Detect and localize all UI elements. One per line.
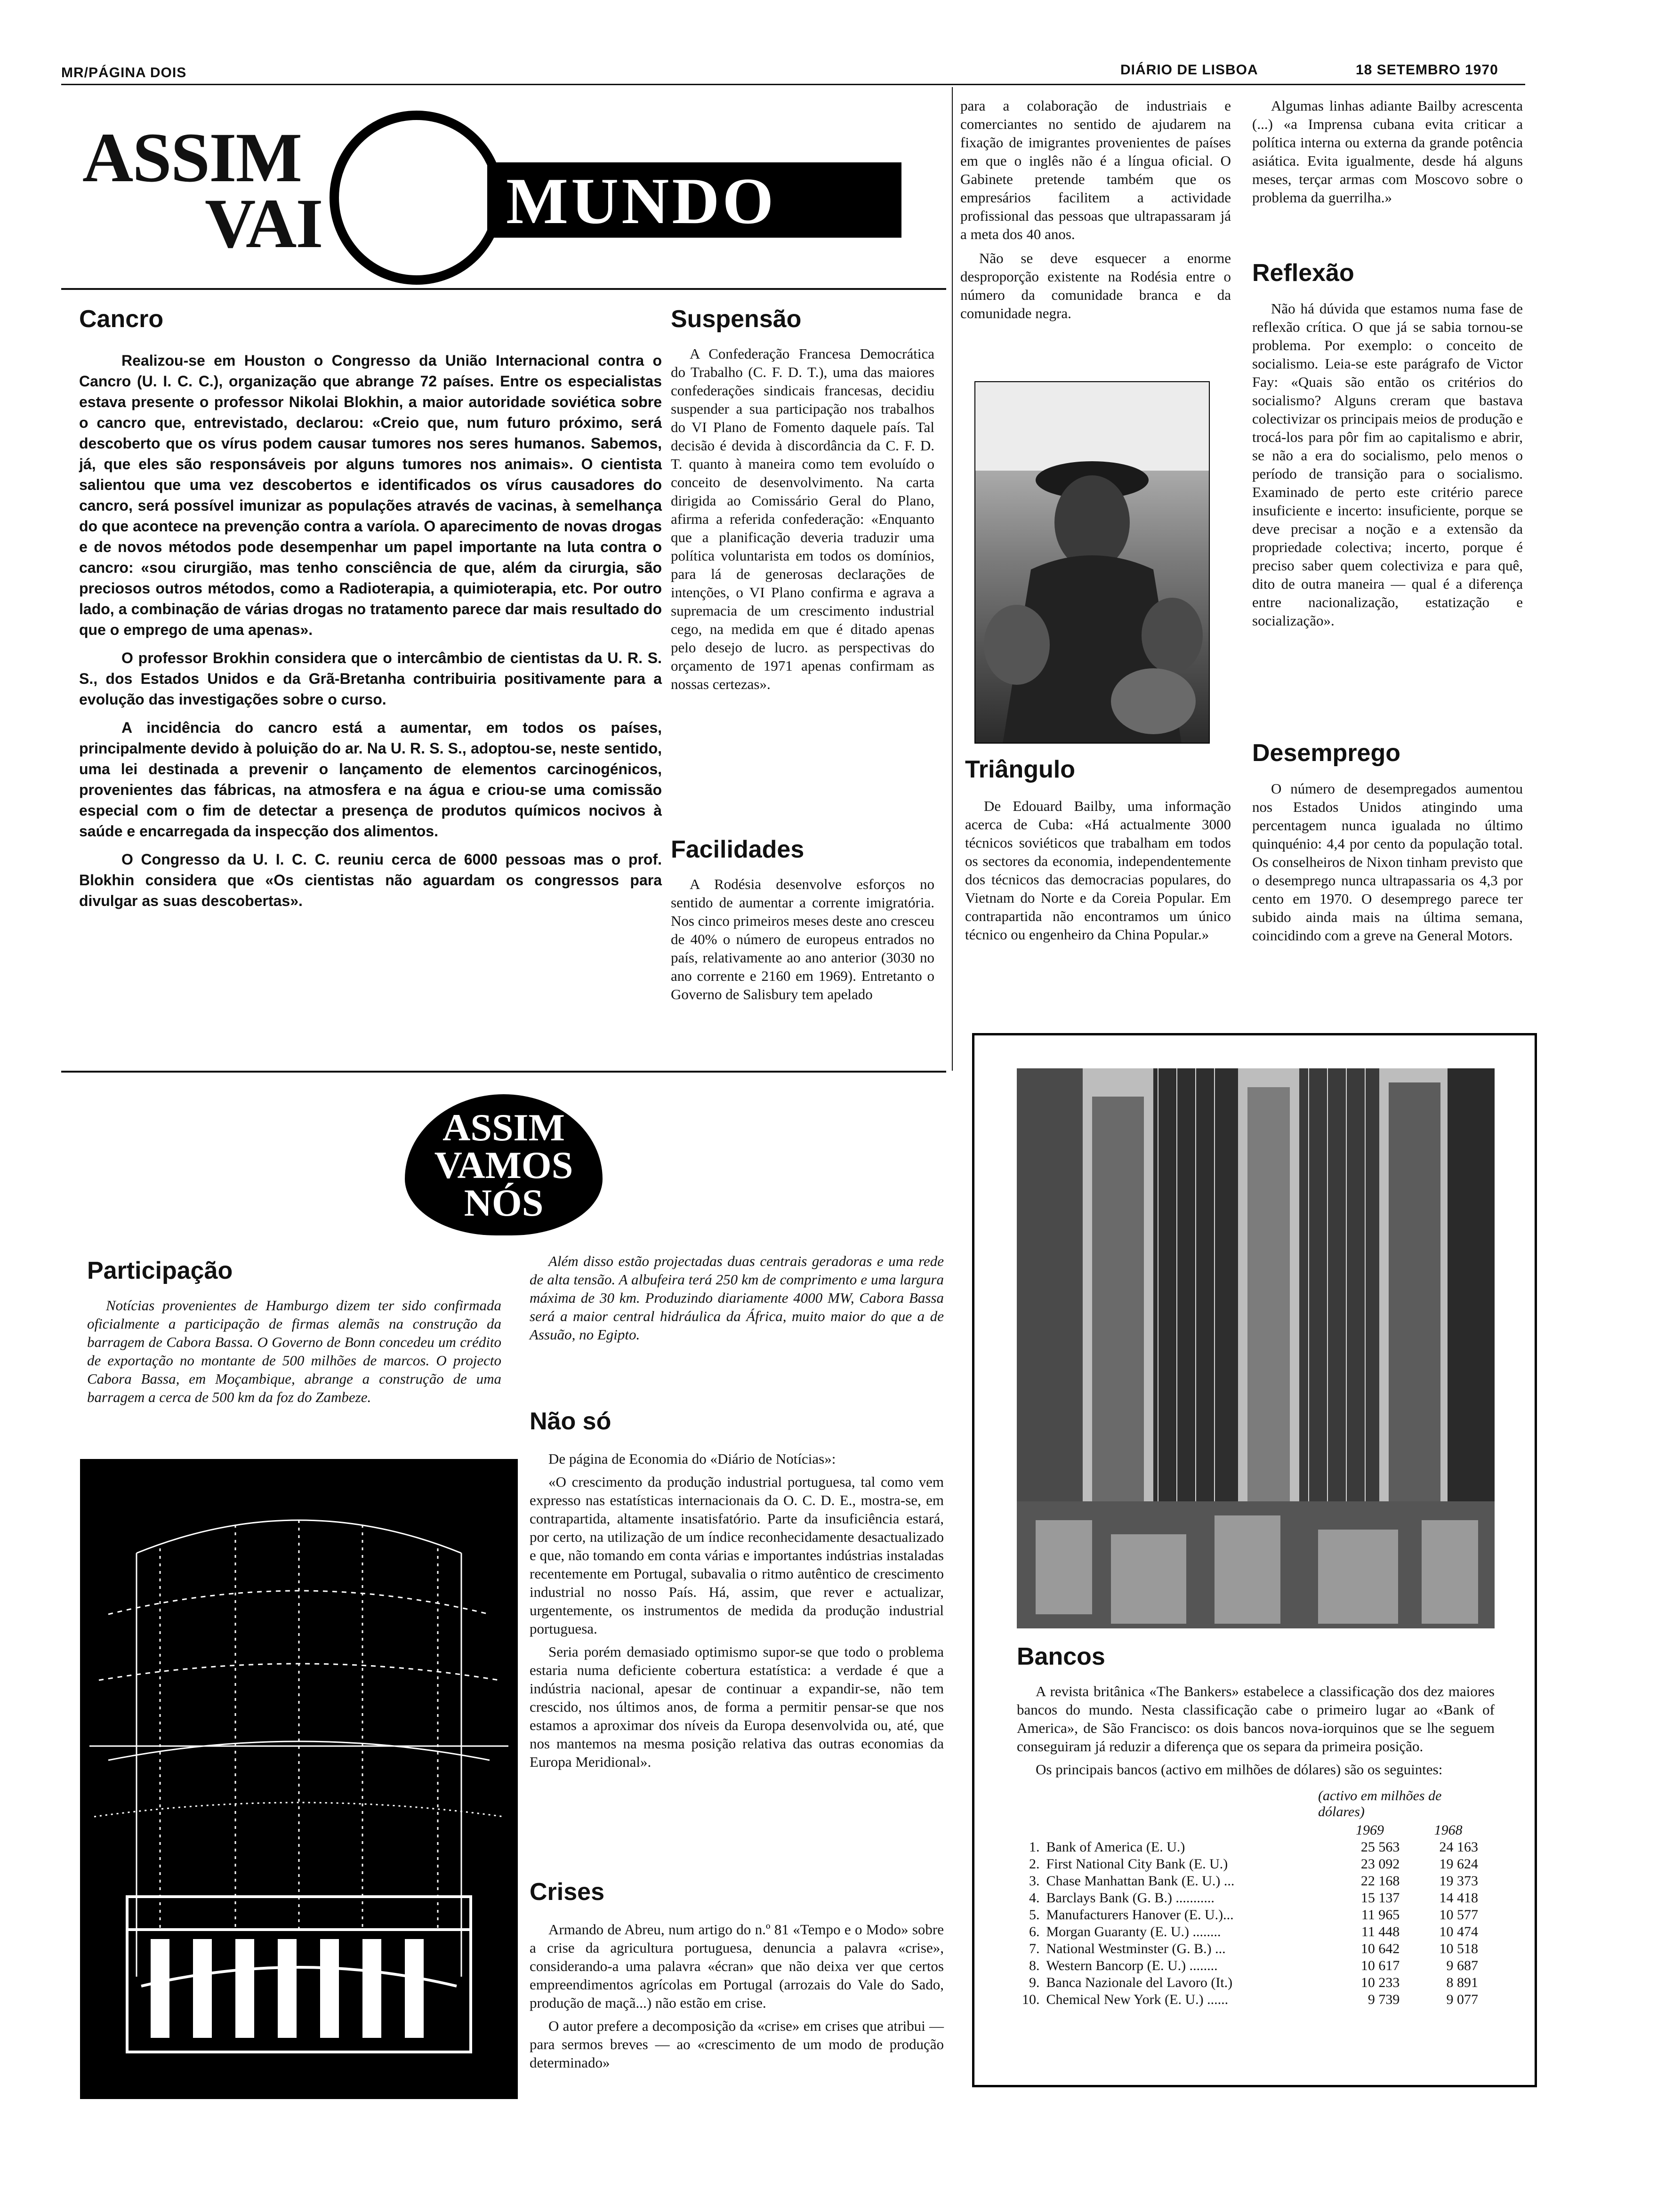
value-1969-cell: 10 642 [1360,1941,1400,1956]
article-bancos [1017,1643,1495,2008]
value-1968-cell: 8 891 [1446,1975,1478,1990]
article-continuation [960,96,1231,328]
article-title: Participação [87,1257,233,1284]
rank-cell: 1. [1029,1839,1040,1855]
rank-cell: 2. [1029,1856,1040,1872]
banks-table [1017,1822,1488,2008]
article-title: Facilidades [671,836,804,863]
article-title: Crises [530,1878,604,1906]
article-crises [530,1878,944,2076]
value-1968-cell: 19 373 [1439,1873,1478,1889]
table-row [1017,1839,1488,1856]
table-row [1017,1923,1488,1940]
article-paragraph: A Confederação Francesa Democrática do Trabalho (C. F. D. T.), uma das maiores confederações sindicais francesas, decidiu suspender a sua participação nos trabalhos do VI Plano de Fomento daquele país. Tal decisão é devida à discordância da C. F. D. T. quanto à maneira como tem evoluído o conceito de desenvolvimento. Na carta dirigida ao Comissário Geral do Plano, afirma a referida confederação: «Enquanto que a planificação deveria traduzir uma política voluntarista em todos os domínios, para lá de generosas declarações de intenções, o VI Plano confirma e agrava a supremacia de um crescimento industrial cego, na medida em que é ditado apenas pelo desejo de lucro. as perspectivas do orçamento de 1971 apenas confirmam as nossas certezas». [671,345,934,692]
rank-cell: 5. [1029,1907,1040,1923]
bank-name-cell: Morgan Guaranty (E. U.) ........ [1046,1924,1221,1940]
bank-name-cell: Bank of America (E. U.) [1046,1839,1185,1855]
article-suspensao [671,305,934,699]
article-paragraph: O número de desempregados aumentou nos Estados Unidos atingindo uma percentagem nunca igualada no último quinquénio: 4,4 por cento da população total. Os conselheiros de Nixon tinham previsto que o desemprego nunca ultrapassaria os 4,3 por cento em 1970. O desemprego parece ter subido ainda mais na última semana, coincidindo com a greve na General Motors. [1252,780,1523,944]
rank-cell: 4. [1029,1890,1040,1906]
value-1969-cell: 10 233 [1360,1975,1400,1990]
badge-line1: ASSIM [442,1106,565,1149]
rank-cell: 3. [1029,1873,1040,1889]
article-paragraph: A Rodésia desenvolve esforços no sentido de aumentar a corrente imigratória. Nos cinco primeiros meses deste ano cresceu de 40% o número de europeus entrados no país, relativamente ao ano anterior (3030 no ano corrente e 2160 em 1969). Entretanto o Governo de Salisbury tem apelado [671,876,934,1002]
article-title: Desemprego [1252,739,1400,767]
article-paragraph: Não se deve esquecer a enorme desproporção existente na Rodésia entre o número da comunidade branca e da comunidade negra. [960,250,1231,321]
badge-line2: VAMOS [434,1144,573,1186]
article-participacao [87,1257,501,1411]
value-1969-cell: 9 739 [1367,1992,1400,2007]
article-title: Não só [530,1408,611,1435]
table-row [1017,1991,1488,2008]
page-label: MR/PÁGINA DOIS [61,65,187,80]
column-divider [952,87,953,1071]
section-badge [405,1094,603,1235]
logo-circle [330,111,504,285]
article-paragraph: O autor prefere a decomposição da «crise» em crises que atribui — para sermos breves — ao «crescimento de um modo de produção determinado» [530,2018,944,2071]
upper-section-rule [61,288,946,290]
bank-name-cell: Chase Manhattan Bank (E. U.) ... [1046,1873,1235,1889]
mid-section-rule [61,1071,946,1073]
article-paragraph: De Edouard Bailby, uma informação acerca de Cuba: «Há actualmente 3000 técnicos soviéticos que trabalham em todos os sectores da economia, independentemente dos técnicos das democracias populares, do Vietnam do Norte e da Coreia Popular. Em contrapartida não encontramos um único técnico ou engenheiro da China Popular.» [965,798,1231,943]
badge-line3: NÓS [464,1181,544,1224]
article-paragraph: «O crescimento da produção industrial portuguesa, tal como vem expresso nas estatísticas internacionais da O. C. D. E., mostra-se, em contrapartida, altamente insatisfatório. Parte da insuficiência estará, por certo, na utilização de um índice reconhecidamente desactualizado e que, não tomando em conta várias e importantes indústrias instaladas recentemente em Portugal, subavalia o ritmo autêntico de crescimento industrial no nosso País. Há, assim, que rever e actualizar, urgentemente, os instrumentos de medida da produção industrial portuguesa. [530,1474,944,1637]
section-logo [82,111,901,294]
article-paragraph: Algumas linhas adiante Bailby acrescenta (...) «a Imprensa cubana evita criticar a política interna ou externa da grande potência asiática. Evita igualmente, desde há alguns meses, terçar armas com Moscovo sobre o problema da guerrilha.» [1252,97,1523,206]
value-1968-cell: 9 687 [1446,1958,1478,1973]
article-continuation [1252,96,1523,212]
article-paragraph: O Congresso da U. I. C. C. reuniu cerca de 6000 pessoas mas o prof. Blokhin considera que «Os cientistas não aguardam os congressos para divulgar as suas descobertas». [79,851,662,909]
value-1968-cell: 10 577 [1439,1907,1478,1923]
article-title: Bancos [1017,1643,1105,1670]
rank-cell: 9. [1029,1975,1040,1990]
article-paragraph: Notícias provenientes de Hamburgo dizem ter sido confirmada oficialmente a participação de firmas alemãs na construção da barragem de Cabora Bassa. O Governo de Bonn concedeu um crédito de exportação no montante de 500 milhões de marcos. O projecto Cabora Bassa, em Moçambique, abrange a construção de uma barragem a cerca de 500 km da foz do Zambeze. [87,1297,501,1405]
photo-skyscrapers [1017,1068,1495,1628]
article-intro: De página de Economia do «Diário de Notícias»: [548,1451,836,1467]
article-paragraph: Armando de Abreu, num artigo do n.º 81 «Tempo e o Modo» sobre a crise da agricultura portuguesa, denuncia a palavra «crise», considerando-a uma palavra «écran» que não deixa ver que certos empreendimentos agrícolas em Portugal (arrozais do Vale do Sado, produção de maçã...) não estão em crise. [530,1921,944,2011]
article-paragraph: Além disso estão projectadas duas centrais geradoras e uma rede de alta tensão. A albufeira terá 250 km de comprimento e uma largura máxima de 30 km. Produzindo diariamente 4000 MW, Cabora Bassa será a maior central hidráulica da África, muito maior do que a de Assuão, no Egipto. [530,1253,944,1343]
article-title: Suspensão [671,305,802,333]
article-paragraph: O professor Brokhin considera que o intercâmbio de cientistas da U. R. S. S., dos Estados Unidos e da Grã-Bretanha contribuiria positivamente para a evolução das investigações sobre o curso. [79,649,662,708]
rank-cell: 10. [1022,1992,1040,2007]
article-paragraph: para a colaboração de industriais e comerciantes no sentido de ajudarem na fixação de imigrantes provenientes de países em que o inglês não é a língua oficial. O Gabinete pretende também que os empresários facilitem a actividade profissional das pessoas que ultrapassaram já a meta dos 40 anos. [960,97,1231,242]
article-cancro [79,305,662,919]
value-1968-cell: 24 163 [1439,1839,1478,1855]
column-header-1968: 1968 [1434,1822,1463,1838]
bank-name-cell: Banca Nazionale del Lavoro (It.) [1046,1975,1233,1990]
bank-name-cell: Barclays Bank (G. B.) ........... [1046,1890,1215,1906]
table-unit-note: (activo em milhões de dólares) [1318,1788,1442,1819]
article-title: Reflexão [1252,259,1354,287]
value-1969-cell: 15 137 [1360,1890,1400,1906]
article-title: Triângulo [965,756,1075,783]
table-row [1017,1974,1488,1991]
article-nao-so [530,1407,944,1776]
rank-cell: 6. [1029,1924,1040,1940]
logo-vai: VAI [205,184,322,263]
value-1969-cell: 11 448 [1361,1924,1400,1940]
value-1968-cell: 10 518 [1439,1941,1478,1956]
table-row [1017,1873,1488,1890]
issue-date: 18 SETEMBRO 1970 [1356,62,1498,78]
bank-name-cell: National Westminster (G. B.) ... [1046,1941,1226,1956]
value-1968-cell: 9 077 [1446,1992,1478,2007]
table-row [1017,1907,1488,1923]
value-1969-cell: 10 617 [1360,1958,1400,1973]
bank-name-cell: Manufacturers Hanover (E. U.)... [1046,1907,1234,1923]
article-paragraph: A incidência do cancro está a aumentar, em todos os países, principalmente devido à poluição do ar. Na U. R. S. S., adoptou-se, neste sentido, uma lei destinada a prevenir o lançamento de elementos carcinogénicos, provenientes das fábricas, na atmosfera e na água e criou-se uma comissão especial com o fim de detectar a presença de produtos químicos nocivos à saúde e encarregada da inspecção dos alimentos. [79,719,662,840]
value-1969-cell: 23 092 [1360,1856,1400,1872]
article-desemprego [1252,739,1523,950]
bank-name-cell: Western Bancorp (E. U.) ........ [1046,1958,1218,1973]
article-paragraph: Seria porém demasiado optimismo supor-se que todo o problema estaria numa deficiente cobertura estatística: a verdade é que a indústria nacional, apesar de continuar a expandir-se, não tem crescido, nos últimos anos, de forma a permitir pensar-se que nos estamos a aproximar dos níveis da Europa desenvolvida ou, até, que nos mantemos na mesma posição relativa das outras economias da Europa Meridional». [530,1643,944,1770]
value-1968-cell: 10 474 [1439,1924,1478,1940]
rank-cell: 8. [1029,1958,1040,1973]
article-facilidades [671,835,934,1009]
table-header-row [1017,1822,1488,1839]
article-paragraph: A revista britânica «The Bankers» estabelece a classificação dos dez maiores bancos do mundo. Nesta classificação cabe o primeiro lugar ao «Bank of America», de São Francisco: os dois bancos nova-iorquinos que se lhe seguem conseguiram já reduzir a diferença que os separa da primeira posição. [1017,1683,1495,1755]
logo-assim: ASSIM [82,119,302,197]
article-paragraph: Realizou-se em Houston o Congresso da União Internacional contra o Cancro (U. I. C. C.), organização que abrange 72 países. Entre os especialistas estava presente o professor Nikolai Blokhin, a maior autoridade soviética sobre o cancro que, entrevistado, declarou: «Creio que, num futuro próximo, será descoberto que os vírus podem causar tumores nos seres humanos. Sabemos, já, que eles são responsáveis por alguns tumores nos animais». O cientista salientou que uma vez descobertos e identificados os vírus causadores do cancro, será possível imunizar as populações através de vacinas, à semelhança do que acontece na prevenção contra a varíola. O aparecimento de novas drogas e de novos métodos pode desempenhar um papel importante na luta contra o cancro: «sou cirurgião, mas tenho consciência de que, além da cirurgia, são preciosos outros métodos, como a Radioterapia, a quimioterapia, etc. Por outro lado, a combinação de várias drogas no tratamento parece dar mais resultado do que o emprego de uma apenas». [79,352,662,638]
value-1968-cell: 14 418 [1439,1890,1478,1906]
article-title: Cancro [79,305,164,333]
header-rule [61,84,1525,85]
table-row [1017,1957,1488,1974]
dam-illustration [80,1459,518,2099]
value-1969-cell: 22 168 [1360,1873,1400,1889]
table-row [1017,1856,1488,1873]
article-reflexao [1252,259,1523,635]
article-paragraph: Os principais bancos (activo em milhões de dólares) são os seguintes: [1036,1761,1443,1778]
photo-cuba [974,381,1210,744]
logo-mundo: MUNDO [506,165,777,238]
table-row [1017,1890,1488,1907]
column-header-1969: 1969 [1355,1822,1384,1838]
table-row [1017,1940,1488,1957]
bank-name-cell: Chemical New York (E. U.) ...... [1046,1992,1229,2007]
article-paragraph: Não há dúvida que estamos numa fase de reflexão crítica. O que já se sabia tornou-se problema. Por exemplo: o conceito de socialismo. Leia-se este parágrafo de Victor Fay: «Quais são então os critérios do socialismo? Alguns creram que bastava colectivizar os principais meios de produção e trocá-los para pôr fim ao capitalismo e abrir, se não a era do socialismo, pelo menos o período de transição para o socialismo. Examinado de perto este critério parece insuficiente e incerto: insuficiente, porque se deve precisar a noção e a extensão da propriedade colectiva; incerto, porque é preciso saber quem colectiviza e para quê, dito de outra maneira — qual é a diferença entre nacionalização, estatização e socialização». [1252,300,1523,629]
bank-name-cell: First National City Bank (E. U.) [1046,1856,1228,1872]
article-triangulo [965,755,1231,949]
value-1969-cell: 11 965 [1361,1907,1400,1923]
value-1968-cell: 19 624 [1439,1856,1478,1872]
value-1969-cell: 25 563 [1360,1839,1400,1855]
newspaper-name: DIÁRIO DE LISBOA [1120,62,1258,78]
rank-cell: 7. [1029,1941,1040,1956]
article-participacao-continuation [530,1252,944,1348]
